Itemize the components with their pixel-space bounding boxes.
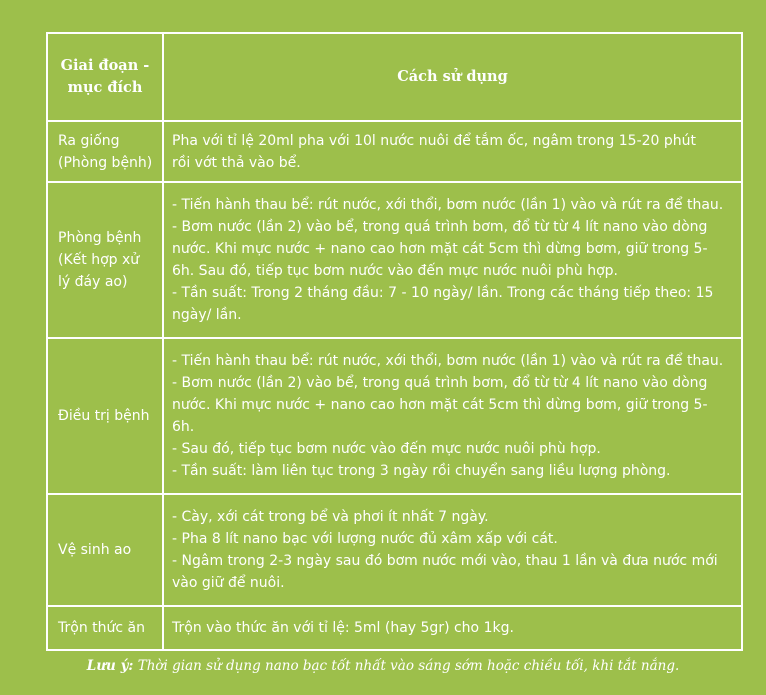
usage-cell: Trộn vào thức ăn với tỉ lệ: 5ml (hay 5gr) cho 1kg.: [163, 606, 742, 650]
usage-table: [46, 32, 743, 651]
usage-cell: - Tiến hành thau bể: rút nước, xới thổi, bơm nước (lần 1) vào và rút ra để thau. - Bơm nước (lần 2) vào bể, trong quá trình bơm, đổ từ từ 4 lít nano vào dòng nước. Khi mực nước + nano cao hơn mặt cát 5cm thì dừng bơm, giữ trong 5- 6h. Sau đó, tiếp tục bơm nước vào đến mực nước nuôi phù hợp. - Tần suất: Trong 2 tháng đầu: 7 - 10 ngày/ lần. Trong các tháng tiếp theo: 15 ngày/ lần.: [163, 182, 742, 338]
table-row: [47, 338, 742, 494]
footnote-text: Thời gian sử dụng nano bạc tốt nhất vào sáng sớm hoặc chiều tối, khi tắt nắng.: [133, 658, 680, 674]
stage-cell: Vệ sinh ao: [47, 494, 163, 606]
usage-cell: - Cày, xới cát trong bể và phơi ít nhất 7 ngày. - Pha 8 lít nano bạc với lượng nước đủ xâm xấp với cát. - Ngâm trong 2-3 ngày sau đó bơm nước mới vào, thau 1 lần và đưa nước mới vào giữ để nuôi.: [163, 494, 742, 606]
table-row: [47, 494, 742, 606]
stage-cell: Trộn thức ăn: [47, 606, 163, 650]
usage-cell: Pha với tỉ lệ 20ml pha với 10l nước nuôi để tắm ốc, ngâm trong 15-20 phút rồi vớt thả vào bể.: [163, 121, 742, 182]
table-header-row: [47, 33, 742, 121]
footnote-label: Lưu ý:: [86, 658, 134, 674]
usage-cell: - Tiến hành thau bể: rút nước, xới thổi, bơm nước (lần 1) vào và rút ra để thau. - Bơm nước (lần 2) vào bể, trong quá trình bơm, đổ từ từ 4 lít nano vào dòng nước. Khi mực nước + nano cao hơn mặt cát 5cm thì dừng bơm, giữ trong 5- 6h. - Sau đó, tiếp tục bơm nước vào đến mực nước nuôi phù hợp. - Tần suất: làm liên tục trong 3 ngày rồi chuyển sang liều lượng phòng.: [163, 338, 742, 494]
table-row: [47, 121, 742, 182]
stage-cell: Điều trị bệnh: [47, 338, 163, 494]
table-row: [47, 182, 742, 338]
stage-cell: Phòng bệnh (Kết hợp xử lý đáy ao): [47, 182, 163, 338]
header-usage: Cách sử dụng: [163, 33, 742, 121]
table-row: [47, 606, 742, 650]
stage-cell: Ra giống (Phòng bệnh): [47, 121, 163, 182]
footnote: [0, 658, 766, 674]
header-stage: Giai đoạn - mục đích: [47, 33, 163, 121]
